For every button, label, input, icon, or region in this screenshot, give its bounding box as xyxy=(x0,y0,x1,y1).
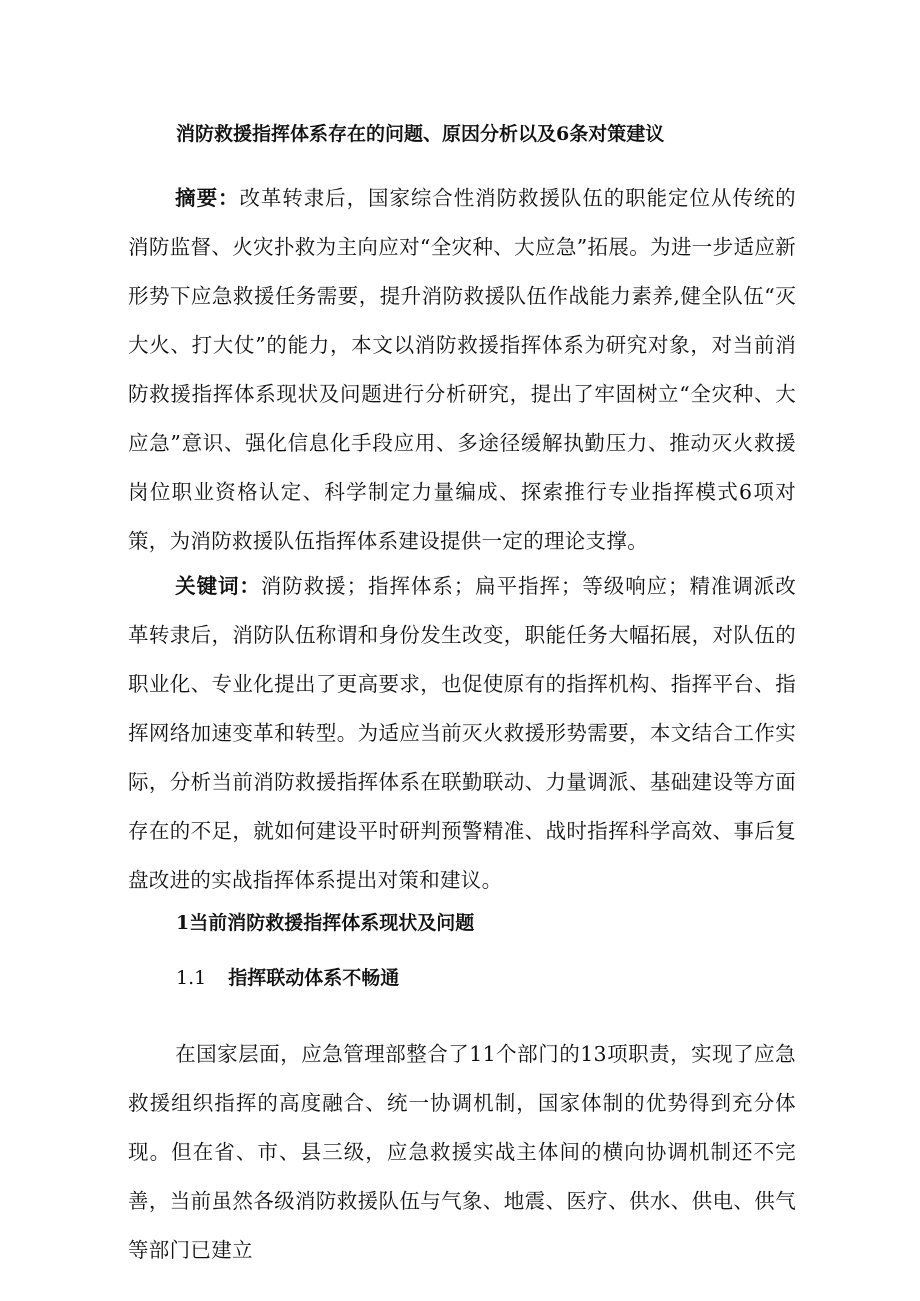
keywords-text: 消防救援；指挥体系；扁平指挥；等级响应；精准调派改革转隶后，消防队伍称谓和身份发生改变，职能任务大幅拓展，对队伍的职业化、专业化提出了更高要求，也促使原有的指挥机构、指挥平台、指挥网络加速变革和转型。为适应当前灭火救援形势需要，本文结合工作实际，分析当前消防救援指挥体系在联勤联动、力量调派、基础建设等方面存在的不足，就如何建设平时研判预警精准、战时指挥科学高效、事后复盘改进的实战指挥体系提出对策和建议。 xyxy=(128,574,797,892)
keywords-label: 关键词： xyxy=(175,574,261,598)
abstract-text: 改革转隶后，国家综合性消防救援队伍的职能定位从传统的消防监督、火灾扑救为主向应对“全灾种、大应急”拓展。为进一步适应新形势下应急救援任务需要，提升消防救援队伍作战能力素养,健全队伍“灭大火、打大仗”的能力，本文以消防救援指挥体系为研究对象，对当前消防救援指挥体系现状及问题进行分析研究，提出了牢固树立“全灾种、大应急”意识、强化信息化手段应用、多途径缓解执勤压力、推动灭火救援岗位职业资格认定、科学制定力量编成、探索推行专业指挥模式6项对策，为消防救援队伍指挥体系建设提供一定的理论支撑。 xyxy=(128,186,796,553)
section-1-1-number: 1.1 xyxy=(176,967,207,989)
abstract-label: 摘要： xyxy=(175,186,240,210)
section-1-1-body: 在国家层面，应急管理部整合了11个部门的13项职责，实现了应急救援组织指挥的高度融合、统一协调机制，国家体制的优势得到充分体现。但在省、市、县三级，应急救援实战主体间的横向协调机制还不完善，当前虽然各级消防救援队伍与气象、地震、医疗、供水、供电、供气等部门已建立 xyxy=(128,1042,796,1262)
keywords-paragraph xyxy=(128,562,796,905)
document-title: 消防救援指挥体系存在的问题、原因分析以及6条对策建议 xyxy=(176,123,665,145)
section-1-1-title: 指挥联动体系不畅通 xyxy=(228,967,400,989)
section-1-heading: 1当前消防救援指挥体系现状及问题 xyxy=(176,912,475,934)
abstract-paragraph xyxy=(128,174,796,566)
section-1-1-heading xyxy=(176,962,399,994)
